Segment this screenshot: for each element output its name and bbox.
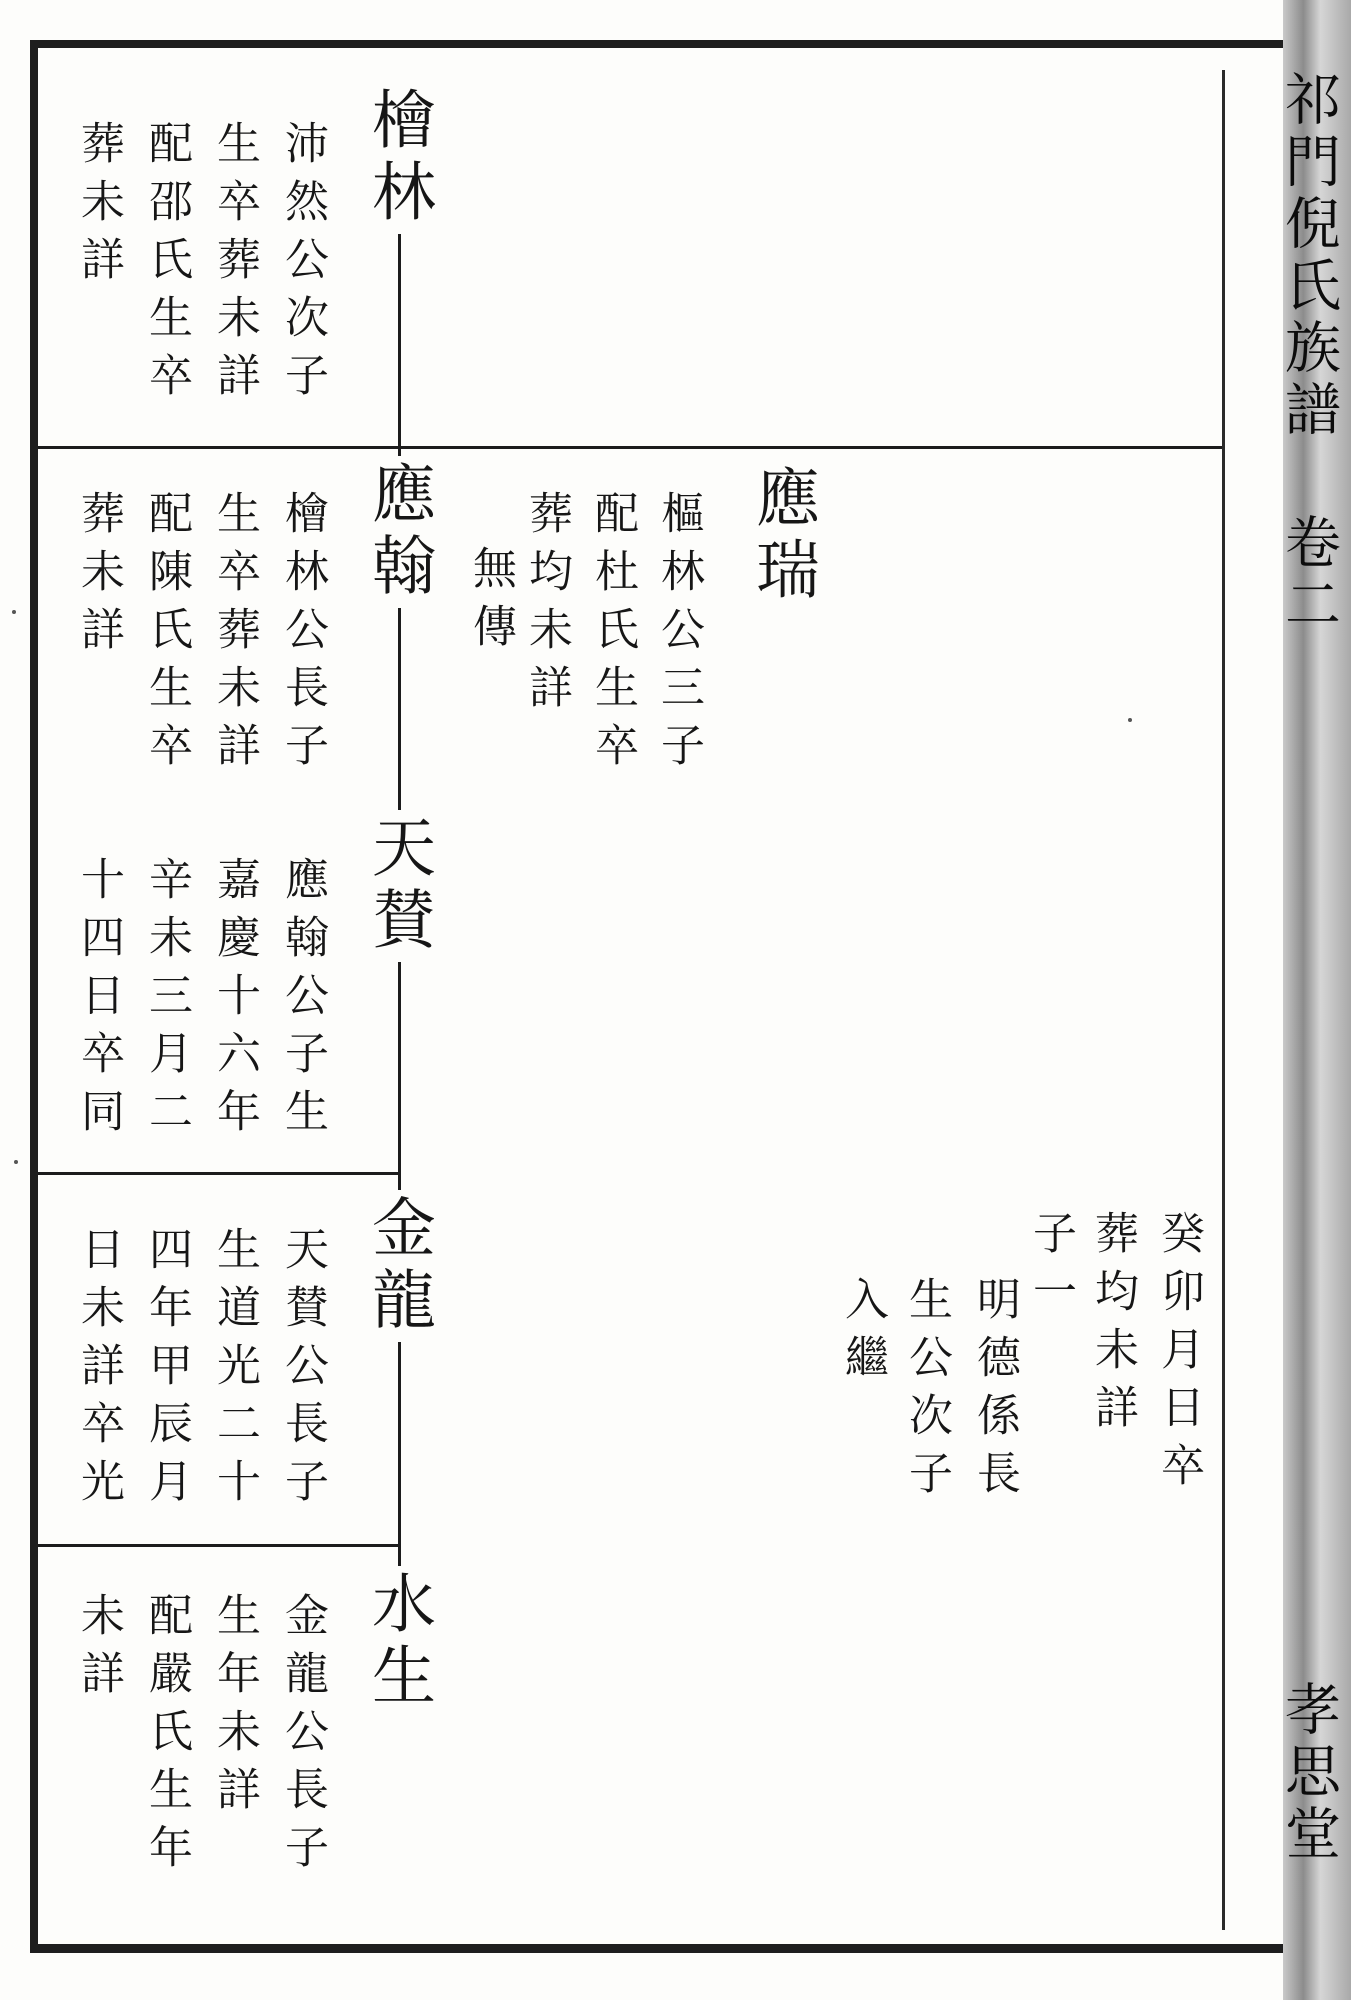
person-note: 應翰公子生 [277,856,328,1146]
person-note: 天賛公長子 [277,1226,328,1516]
person-name: 水生 [366,1566,430,1718]
person-note: 十四日卒同 [73,856,124,1146]
spine-title: 祁門倪氏族譜 卷二 [1276,70,1341,637]
ink-speck [1128,718,1132,722]
person-note: 葬均未詳 [521,490,572,722]
ink-speck [14,1160,18,1164]
person-note: 生卒葬未詳 [209,120,260,410]
continuation-note: 入繼 [837,1276,888,1392]
person-note: 葬未詳 [73,490,124,664]
person-note: 生道光二十 [209,1226,260,1516]
person-note: 無傳 [465,545,516,661]
person-note: 沛然公次子 [277,120,328,410]
spine-hall-name: 孝思堂 [1276,1680,1341,1866]
person-note: 四年甲辰月 [141,1226,192,1516]
branch-line [400,446,1222,449]
page-border-top [38,40,1288,48]
row-divider [38,446,400,449]
page-border-left [30,40,38,1953]
person-note: 辛未三月二 [141,856,192,1146]
person-name: 檜林 [366,82,430,234]
continuation-note: 明德係長 [969,1276,1020,1508]
person-name: 應瑞 [750,460,814,612]
person-note: 生卒葬未詳 [209,490,260,780]
continuation-note: 葬均未詳 [1087,1210,1138,1442]
person-name: 金龍 [366,1190,430,1342]
person-note: 檜林公長子 [277,490,328,780]
page-border-right [1222,70,1225,1930]
person-name: 應翰 [366,456,430,608]
person-note: 配陳氏生卒 [141,490,192,780]
person-note: 葬未詳 [73,120,124,294]
person-note: 金龍公長子 [277,1592,328,1882]
person-note: 樞林公三子 [653,490,704,780]
row-divider [38,1172,400,1175]
ink-speck [12,610,16,614]
person-note: 生年未詳 [209,1592,260,1824]
person-note: 日未詳卒光 [73,1226,124,1516]
person-note: 嘉慶十六年 [209,856,260,1146]
continuation-note: 生公次子 [901,1276,952,1508]
continuation-note: 子一 [1025,1210,1076,1326]
person-note: 配嚴氏生年 [141,1592,192,1882]
person-note: 未詳 [73,1592,124,1708]
person-note: 配邵氏生卒 [141,120,192,410]
continuation-note: 癸卯月日卒 [1153,1210,1204,1500]
person-name: 天賛 [366,810,430,962]
page-border-bottom [38,1944,1288,1953]
person-note: 配杜氏生卒 [587,490,638,780]
row-divider [38,1544,400,1547]
